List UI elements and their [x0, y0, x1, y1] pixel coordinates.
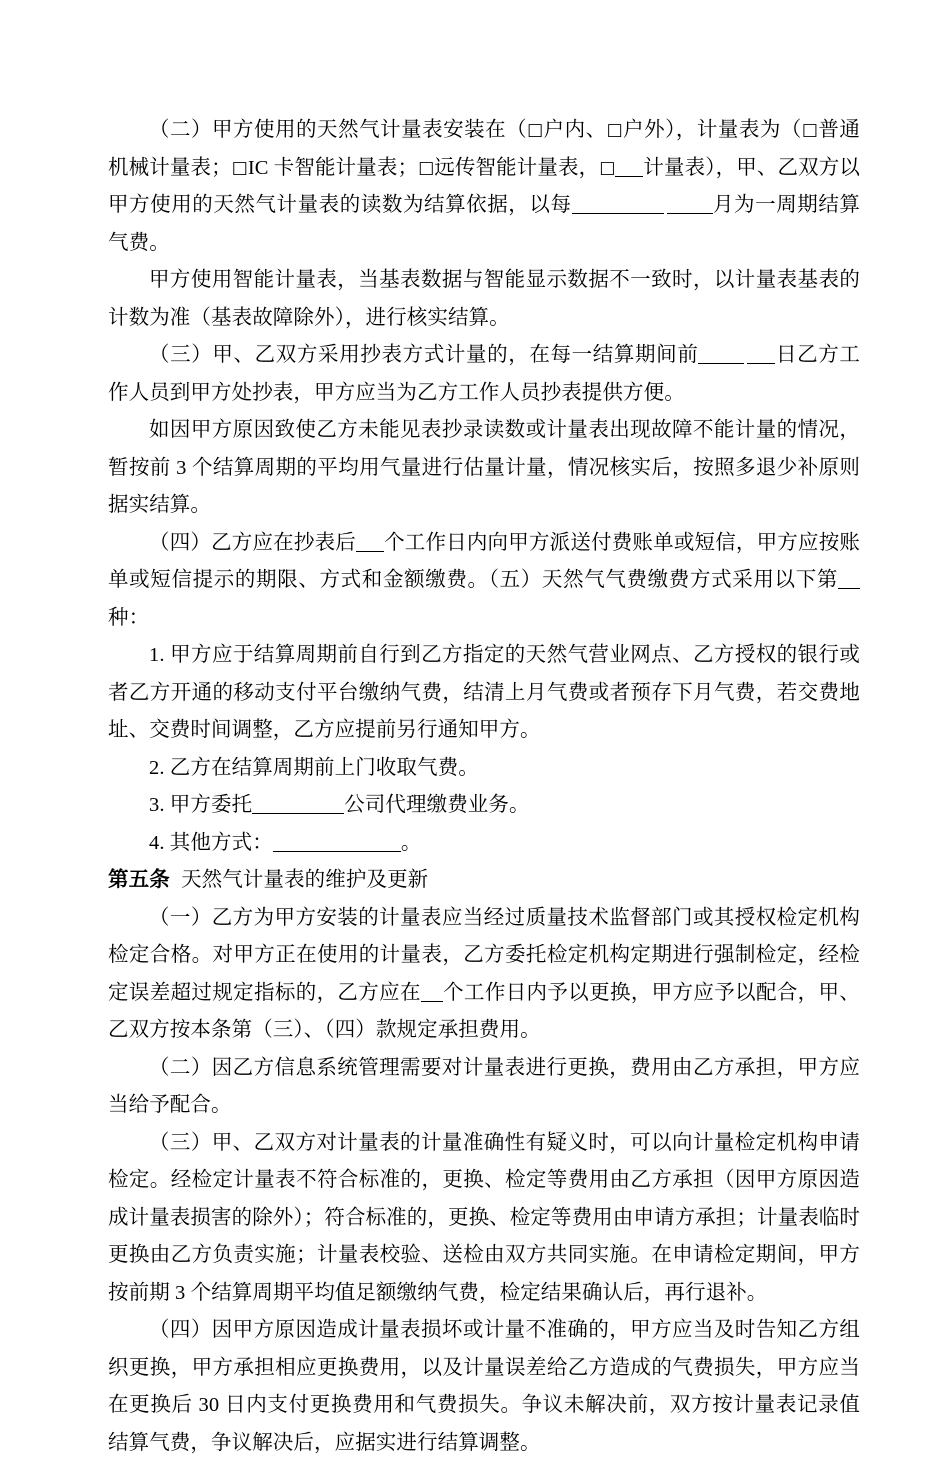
payment-option-4-text-b: 。 [400, 831, 422, 854]
blank-bill-delivery-days[interactable] [356, 531, 384, 551]
checkbox-indoor-icon[interactable]: □ [527, 120, 544, 140]
blank-other-payment-method[interactable] [273, 831, 401, 851]
clause-3-text-b: 日乙方工作人员到甲方处抄表，甲方应当为乙方工作人员抄表提供方便。 [108, 344, 860, 404]
clause-3-text-a: （三）甲、乙双方采用抄表方式计量的，在每一结算期间前 [149, 344, 699, 366]
paragraph-article5-clause-3: （三）甲、乙双方对计量表的计量准确性有疑义时，可以向计量检定机构申请检定。经检定计量表不符合标准的，更换、检定等费用由乙方承担（因甲方原因造成计量表损害的除外）；符合标准的，更换、检定等费用由申请方承担；计量表临时更换由乙方负责实施；计量表校验、送检由双方共同实施。在申请检定期间，甲方按前期 3 个结算周期平均值足额缴纳气费，检定结果确认后，再行退补。 [108, 1131, 860, 1304]
checkbox-ic-card-meter-icon[interactable]: □ [231, 157, 248, 178]
clause-2-text-h: 月为一周期结算气费。 [108, 194, 860, 254]
article5-clause-1-text-a: （一）乙方为甲方安装的计量表应当经过质量技术监督部门或其授权检定机构检定合格。对甲方正在使用的计量表，乙方委托检定机构定期进行强制检定，经检定误差超过规定指标的，乙方应在 [108, 906, 860, 1004]
payment-option-1: 1. 甲方应于结算周期前自行到乙方指定的天然气营业网点、乙方授权的银行或者乙方开通的移动支付平台缴纳气费，结清上月气费或者预存下月气费，若交费地址、交费时间调整，乙方应提前另行通知甲方。 [108, 644, 860, 741]
blank-replacement-working-days[interactable] [421, 981, 443, 1001]
clause-4-text-b: 个工作日内向甲方派送付费账单或短信，甲方应按账单或短信提示的期限、方式和金额缴费。（五）天然气气费缴费方式采用以下第 [108, 531, 860, 591]
clause-2-text-g: 计量表），甲、乙双方以甲方使用的天然气计量表的读数为结算依据，以每 [108, 156, 861, 216]
payment-option-4 [108, 825, 860, 863]
clause-2-text-d: 普通机械计量表； [108, 119, 860, 179]
checkbox-other-meter-icon[interactable]: □ [599, 157, 616, 178]
blank-payment-method-number[interactable] [838, 569, 860, 589]
payment-option-3-text-b: 公司代理缴费业务。 [344, 794, 530, 816]
paragraph-clause-4-billing [108, 525, 860, 638]
clause-2-text-f: 远传智能计量表， [434, 156, 600, 179]
article-5-title: 天然气计量表的维护及更新 [181, 869, 429, 891]
payment-option-2: 2. 乙方在结算周期前上门收取气费。 [149, 756, 479, 779]
clause-4-text-a: （四）乙方应在抄表后 [149, 531, 356, 554]
payment-option-4-text-a: 4. 其他方式： [149, 831, 273, 854]
paragraph-smart-meter-discrepancy: 甲方使用智能计量表，当基表数据与智能显示数据不一致时，以计量表基表的计数为准（基表故障除外），进行核实结算。 [108, 269, 860, 329]
document-body [108, 112, 860, 1462]
paragraph-article5-clause-1 [108, 900, 860, 1050]
paragraph-article5-clause-4: （四）因甲方原因造成计量表损坏或计量不准确的，甲方应当及时告知乙方组织更换，甲方承担相应更换费用，以及计量误差给乙方造成的气费损失，甲方应当在更换后 30 日内支付更换费用和气费损失。争议未解决前，双方按计量表记录值结算气费，争议解决后，应据实进行结算调整。 [108, 1319, 860, 1454]
blank-agent-company-name[interactable] [252, 794, 344, 814]
checkbox-outdoor-icon[interactable]: □ [606, 120, 624, 140]
blank-billing-cycle-months-seg1[interactable] [572, 194, 664, 214]
paragraph-article5-clause-2: （二）因乙方信息系统管理需要对计量表进行更换，费用由乙方承担，甲方应当给予配合。 [108, 1056, 860, 1116]
checkbox-remote-meter-icon[interactable]: □ [418, 157, 435, 178]
section-heading-article-5 [108, 862, 860, 900]
blank-billing-cycle-months-seg2[interactable] [667, 194, 713, 214]
clause-2-text-e: IC 卡智能计量表； [247, 156, 419, 179]
paragraph-clause-3-meter-reading [108, 337, 860, 412]
article-5-label: 第五条 [108, 869, 170, 891]
paragraph-clause-2-meter-installation [108, 112, 860, 262]
blank-reading-day-seg2[interactable] [747, 344, 775, 364]
blank-other-meter-type[interactable] [615, 156, 643, 176]
paragraph-estimated-metering: 如因甲方原因致使乙方未能见表抄录读数或计量表出现故障不能计量的情况，暂按前 3 个结算周期的平均用气量进行估量计量，情况核实后，按照多退少补原则据实结算。 [108, 419, 860, 516]
blank-reading-day-seg1[interactable] [698, 344, 744, 364]
clause-4-text-c: 种： [108, 606, 150, 629]
clause-2-text-b: 户内、 [543, 119, 607, 141]
clause-2-text-c: 户外），计量表为（ [623, 119, 802, 141]
payment-option-3 [108, 787, 860, 825]
checkbox-mechanical-meter-icon[interactable]: □ [801, 120, 819, 140]
article5-clause-1-text-b: 个工作日内予以更换，甲方应予以配合，甲、乙双方按本条第（三）、（四）款规定承担费用。 [108, 981, 861, 1041]
payment-option-3-text-a: 3. 甲方委托 [149, 794, 253, 816]
clause-2-text-a: （二）甲方使用的天然气计量表安装在（ [149, 119, 528, 141]
